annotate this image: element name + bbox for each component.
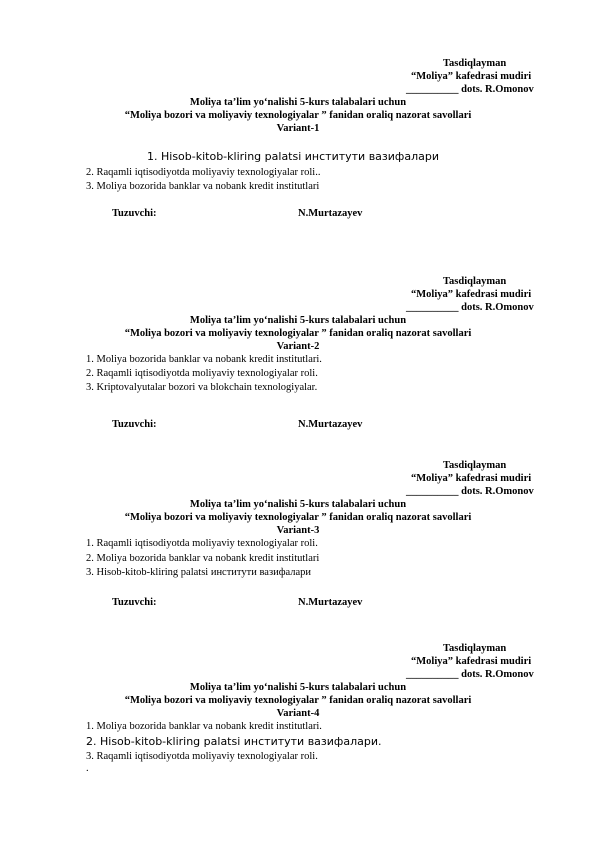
- approval-signature: __________ dots. R.Omonov: [406, 302, 534, 313]
- author-label: Tuzuvchi:: [112, 208, 157, 219]
- header-line-1: Moliya ta’lim yo‘nalishi 5-kurs talabalari uchun: [189, 682, 407, 693]
- header-line-1: Moliya ta’lim yo‘nalishi 5-kurs talabalari uchun: [189, 499, 407, 510]
- question-3: 3. Kriptovalyutalar bozori va blokchain texnologiyalar.: [86, 382, 318, 393]
- approval-signature: __________ dots. R.Omonov: [406, 669, 534, 680]
- question-1: 1. Hisob-kitob-kliring palatsi институти вазифалари: [147, 150, 439, 163]
- question-1: 1. Moliya bozorida banklar va nobank kredit institutlari.: [86, 721, 322, 732]
- author-name: N.Murtazayev: [298, 208, 363, 219]
- header-line-1: Moliya ta’lim yo‘nalishi 5-kurs talabalari uchun: [189, 97, 407, 108]
- question-2: 2. Raqamli iqtisodiyotda moliyaviy texnologiyalar roli.: [86, 368, 318, 379]
- approval-signature: __________ dots. R.Omonov: [406, 486, 534, 497]
- approval-department: “Moliya” kafedrasi mudiri: [411, 473, 532, 484]
- author-name: N.Murtazayev: [298, 597, 363, 608]
- variant-label: Variant-2: [276, 341, 320, 352]
- question-2: 2. Raqamli iqtisodiyotda moliyaviy texnologiyalar roli..: [86, 167, 321, 178]
- approval-signature: __________ dots. R.Omonov: [406, 84, 534, 95]
- approval-title: Tasdiqlayman: [443, 276, 507, 287]
- question-3: 3. Hisob-kitob-kliring palatsi институти вазифалари: [86, 567, 312, 578]
- header-line-2: “Moliya bozori va moliyaviy texnologiyalar ” fanidan oraliq nazorat savollari: [124, 328, 472, 339]
- variant-label: Variant-1: [276, 123, 320, 134]
- question-3: 3. Raqamli iqtisodiyotda moliyaviy texnologiyalar roli.: [86, 751, 318, 762]
- question-1: 1. Moliya bozorida banklar va nobank kredit institutlari.: [86, 354, 322, 365]
- header-line-2: “Moliya bozori va moliyaviy texnologiyalar ” fanidan oraliq nazorat savollari: [124, 512, 472, 523]
- question-1: 1. Raqamli iqtisodiyotda moliyaviy texnologiyalar roli.: [86, 538, 318, 549]
- question-2: 2. Moliya bozorida banklar va nobank kredit institutlari: [86, 553, 320, 564]
- variant-label: Variant-3: [276, 525, 320, 536]
- header-line-2: “Moliya bozori va moliyaviy texnologiyalar ” fanidan oraliq nazorat savollari: [124, 110, 472, 121]
- approval-department: “Moliya” kafedrasi mudiri: [411, 656, 532, 667]
- trailing-dot: .: [86, 763, 89, 774]
- author-label: Tuzuvchi:: [112, 597, 157, 608]
- approval-title: Tasdiqlayman: [443, 58, 507, 69]
- approval-department: “Moliya” kafedrasi mudiri: [411, 289, 532, 300]
- approval-title: Tasdiqlayman: [443, 460, 507, 471]
- author-name: N.Murtazayev: [298, 419, 363, 430]
- author-label: Tuzuvchi:: [112, 419, 157, 430]
- variant-label: Variant-4: [276, 708, 320, 719]
- header-line-1: Moliya ta’lim yo‘nalishi 5-kurs talabalari uchun: [189, 315, 407, 326]
- approval-title: Tasdiqlayman: [443, 643, 507, 654]
- header-line-2: “Moliya bozori va moliyaviy texnologiyalar ” fanidan oraliq nazorat savollari: [124, 695, 472, 706]
- question-2: 2. Hisob-kitob-kliring palatsi институти вазифалари.: [86, 735, 382, 748]
- approval-department: “Moliya” kafedrasi mudiri: [411, 71, 532, 82]
- question-3: 3. Moliya bozorida banklar va nobank kredit institutlari: [86, 181, 320, 192]
